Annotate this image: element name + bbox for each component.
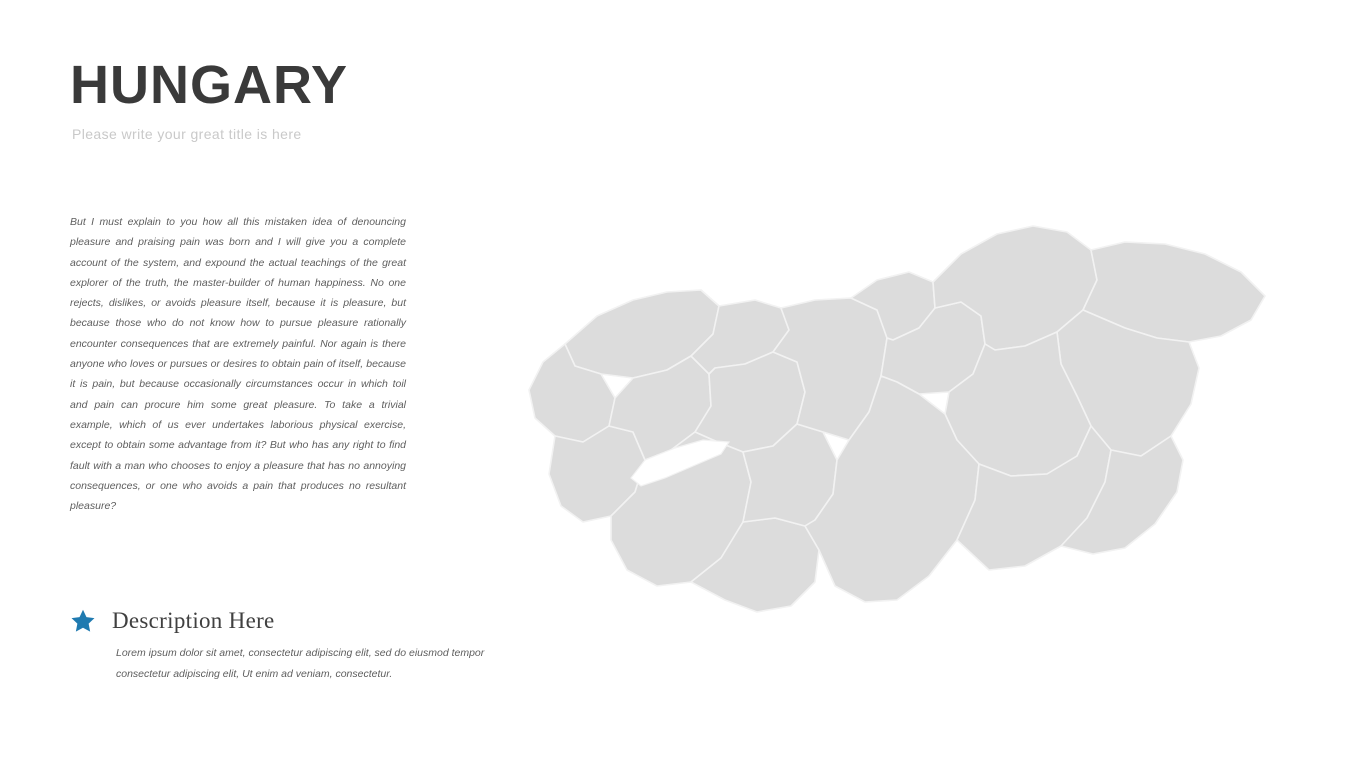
map-regions	[529, 226, 1265, 612]
page-subtitle: Please write your great title is here	[72, 126, 302, 142]
description-title: Description Here	[112, 608, 275, 633]
star-icon	[70, 608, 96, 634]
description-header	[70, 608, 550, 634]
description-block	[70, 608, 550, 685]
description-text: Lorem ipsum dolor sit amet, consectetur adipiscing elit, sed do eiusmod tempor consectetur adipiscing elit, Ut enim ad veniam, consectetur.	[116, 647, 485, 680]
page-title: HUNGARY	[70, 55, 349, 115]
hungary-map[interactable]	[505, 130, 1345, 650]
body-paragraph: But I must explain to you how all this mistaken idea of denouncing pleasure and praising pain was born and I will give you a complete account of the system, and expound the actual teachings of the great explorer of the truth, the master-builder of human happiness. No one rejects, dislikes, or avoids pleasure itself, because it is pleasure, but because those who do not know how to pursue pleasure rationally encounter consequences that are extremely painful. Nor again is there anyone who loves or pursues or desires to obtain pain of itself, because it is pain, but because occasionally circumstances occur in which toil and pain can procure him some great pleasure. To take a trivial example, which of us ever undertakes laborious physical exercise, except to obtain some advantage from it? But who has any right to find fault with a man who chooses to enjoy a pleasure that has no annoying consequences, or one who avoids a pain that produces no resultant pleasure?	[70, 216, 406, 513]
hungary-map-svg	[505, 130, 1345, 650]
